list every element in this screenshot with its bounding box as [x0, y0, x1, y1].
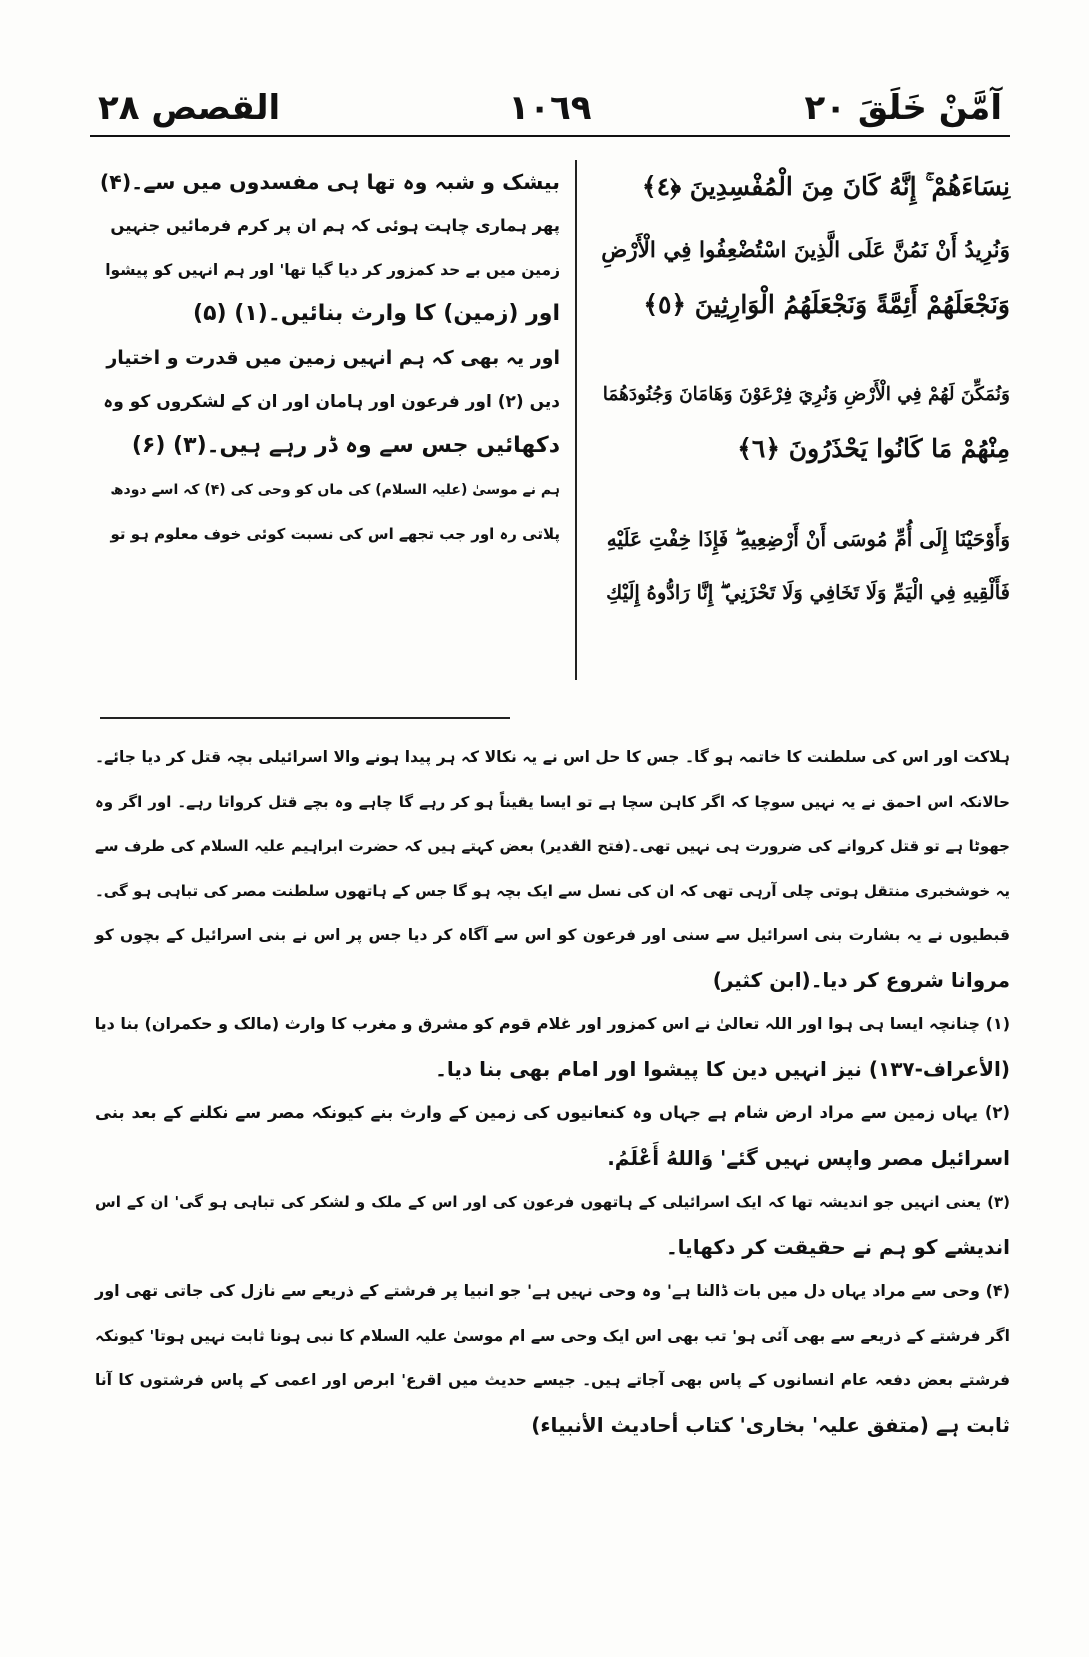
arabic-line: وَنُرِيدُ أَنْ نَمُنَّ عَلَى الَّذِينَ اسْتُضْعِفُوا فِي الْأَرْضِ: [601, 238, 1010, 263]
page-number: ١٠٦٩: [508, 88, 592, 128]
footnote-line: قبطیوں نے یہ بشارت بنی اسرائیل سے سنی اور فرعون کو اس سے آگاہ کر دیا جس پر اس نے بنی اسرائیل کے بچوں کو: [95, 926, 1010, 944]
column-divider: [575, 160, 577, 680]
footnote-line: (۱) چنانچہ ایسا ہی ہوا اور اللہ تعالیٰ نے اس کمزور اور غلام قوم کو مشرق و مغرب کا وارث (مالک و حکمران) بنا دیا: [94, 1014, 1010, 1033]
footnote-line: ہلاکت اور اس کی سلطنت کا خاتمہ ہو گا۔ جس کا حل اس نے یہ نکالا کہ ہر پیدا ہونے والا اسرائیلی بچہ قتل کر دیا جائے۔: [95, 748, 1010, 766]
footnote-line: اندیشے کو ہم نے حقیقت کر دکھایا۔: [665, 1234, 1010, 1259]
arabic-text-column: [600, 160, 1010, 620]
surah-title: القصص ٢٨: [98, 88, 281, 128]
footnote-line: (الأعراف-۱۳۷) نیز انہیں دین کا پیشوا اور امام بھی بنا دیا۔: [435, 1056, 1010, 1081]
translation-line: زمین میں بے حد کمزور کر دیا گیا تھا' اور ہم انہیں کو پیشوا: [105, 261, 560, 279]
urdu-translation-column: [100, 160, 560, 556]
arabic-line: فَأَلْقِيهِ فِي الْيَمِّ وَلَا تَخَافِي وَلَا تَحْزَنِي ۖ إِنَّا رَادُّوهُ إِلَيْكِ: [606, 581, 1010, 604]
footnote-rule: [100, 717, 510, 719]
arabic-line: نِسَاءَهُمْ ۚ إِنَّهُ كَانَ مِنَ الْمُفْسِدِينَ ﴿٤﴾: [641, 172, 1010, 201]
footnote-line: فرشتے بعض دفعہ عام انسانوں کے پاس بھی آجاتے ہیں۔ جیسے حدیث میں اقرع' ابرص اور اعمی کے پاس فرشتوں کا آنا: [95, 1371, 1010, 1389]
footnotes: [95, 735, 1010, 1447]
translation-line: ہم نے موسیٰ (علیہ السلام) کی ماں کو وحی کی (۴) کہ اسے دودھ: [110, 482, 560, 498]
footnote-line: مروانا شروع کر دیا۔(ابن کثیر): [712, 967, 1010, 992]
arabic-line: وَأَوْحَيْنَا إِلَى أُمِّ مُوسَى أَنْ أَرْضِعِيهِ ۖ فَإِذَا خِفْتِ عَلَيْهِ: [606, 527, 1010, 551]
page-header: [90, 78, 1010, 138]
arabic-line: مِنْهُمْ مَا كَانُوا يَحْذَرُونَ ﴿٦﴾: [737, 434, 1010, 463]
footnote-line: اگر فرشتے کے ذریعے سے بھی آئی ہو' تب بھی اس ایک وحی سے ام موسیٰ علیہ السلام کا نبی ہونا ثابت نہیں ہوتا' کیونکہ: [95, 1326, 1010, 1345]
translation-line: بیشک و شبہ وہ تھا ہی مفسدوں میں سے۔(۴): [99, 170, 560, 194]
translation-line: پھر ہماری چاہت ہوئی کہ ہم ان پر کرم فرمائیں جنہیں: [110, 216, 560, 235]
footnote-line: حالانکہ اس احمق نے یہ نہیں سوچا کہ اگر کاہن سچا ہے تو ایسا یقیناً ہو کر رہے گا چاہے وہ بچے قتل کرواتا رہے۔ اور اگر وہ: [95, 792, 1010, 811]
footnote-line: جھوٹا ہے تو قتل کروانے کی ضرورت ہی نہیں تھی۔(فتح القدیر) بعض کہتے ہیں کہ حضرت ابراہیم علیہ السلام کی طرف سے: [95, 837, 1010, 855]
translation-line: اور یہ بھی کہ ہم انہیں زمین میں قدرت و اختیار: [106, 347, 560, 369]
translation-line: پلاتی رہ اور جب تجھے اس کی نسبت کوئی خوف معلوم ہو تو: [110, 525, 560, 543]
footnote-line: (۳) یعنی انہیں جو اندیشہ تھا کہ ایک اسرائیلی کے ہاتھوں فرعون کی اور اس کے ملک و لشکر کی تباہی ہو گی' ان کے اس: [95, 1193, 1010, 1211]
footnote-line: یہ خوشخبری منتقل ہوتی چلی آرہی تھی کہ ان کی نسل سے ایک بچہ ہو گا جس کے ہاتھوں سلطنت مصر کی تباہی ہو گی۔: [95, 881, 1010, 900]
footnote-line: ثابت ہے (متفق علیہ' بخاری' کتاب أحادیث الأنبیاء): [531, 1412, 1010, 1437]
header-rule: [90, 135, 1010, 137]
footnote-line: (۲) یہاں زمین سے مراد ارض شام ہے جہاں وہ کنعانیوں کی زمین کے وارث بنے کیونکہ مصر سے نکلنے کے بعد بنی: [95, 1103, 1010, 1122]
translation-line: دیں (۲) اور فرعون اور ہامان اور ان کے لشکروں کو وہ: [103, 392, 560, 412]
translation-line: اور (زمین) کا وارث بنائیں۔(۱) (۵): [193, 301, 560, 326]
arabic-line: وَنَجْعَلَهُمْ أَئِمَّةً وَنَجْعَلَهُمُ الْوَارِثِينَ ﴿٥﴾: [643, 290, 1010, 319]
translation-line: دکھائیں جس سے وہ ڈر رہے ہیں۔(۳) (۶): [131, 433, 560, 458]
footnote-line: (۴) وحی سے مراد یہاں دل میں بات ڈالنا ہے' وہ وحی نہیں ہے' جو انبیا پر فرشتے کے ذریعے سے نازل کی جاتی تھی اور: [95, 1281, 1010, 1300]
arabic-line: وَنُمَكِّنَ لَهُمْ فِي الْأَرْضِ وَنُرِيَ فِرْعَوْنَ وَهَامَانَ وَجُنُودَهُمَا: [602, 384, 1010, 405]
juz-title: آمَّنْ خَلَقَ ٢٠: [804, 88, 1002, 128]
footnote-line: اسرائیل مصر واپس نہیں گئے' وَاللهُ أَعْلَمُ.: [607, 1145, 1010, 1170]
